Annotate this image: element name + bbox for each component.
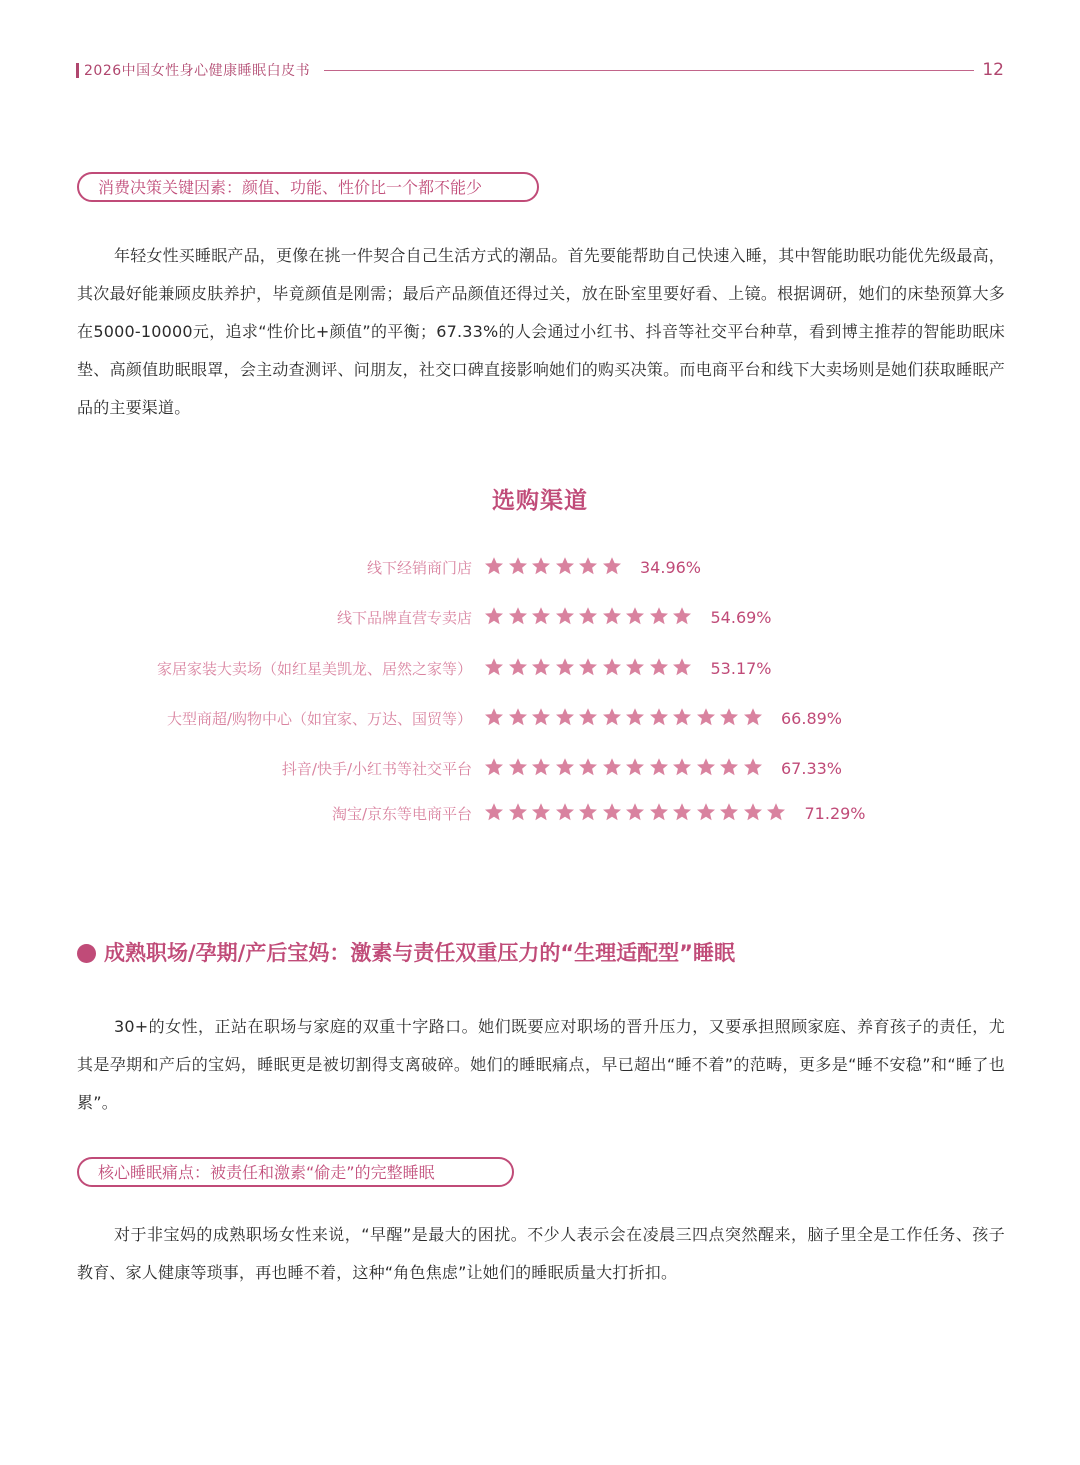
star-icon [578,757,602,779]
star-icon [602,657,626,679]
star-icon [484,757,508,779]
star-icon [555,657,579,679]
chart-row [0,704,1080,734]
star-icon [625,757,649,779]
star-icon [696,757,720,779]
chart-category-label: 家居家装大卖场（如红星美凯龙、居然之家等） [156,660,472,678]
star-icon [484,657,508,679]
star-icon [508,757,532,779]
star-icon [531,757,555,779]
star-icon [578,802,602,824]
star-icon [508,556,532,578]
star-icon [602,707,626,729]
star-icon [696,802,720,824]
document-title: 2026中国女性身心健康睡眠白皮书 [84,63,311,79]
chart-row [0,754,1080,784]
page-number: 12 [982,60,1004,80]
chart-star-bar [484,657,696,681]
header-rule [324,70,974,71]
section-title: 成熟职场/孕期/产后宝妈：激素与责任双重压力的“生理适配型”睡眠 [104,941,735,965]
star-icon [531,802,555,824]
star-icon [531,657,555,679]
star-icon [625,707,649,729]
star-icon [743,757,767,779]
star-icon [555,606,579,628]
chart-value-label: 66.89% [781,709,843,728]
star-icon [578,606,602,628]
star-icon [625,606,649,628]
star-icon [602,757,626,779]
chart-value-label: 54.69% [710,608,772,627]
star-icon [672,757,696,779]
star-icon [649,657,673,679]
star-icon [672,657,696,679]
star-icon [719,707,743,729]
star-icon [649,707,673,729]
star-icon [649,606,673,628]
star-icon [555,802,579,824]
star-icon [555,556,579,578]
chart-row [0,553,1080,583]
chart-star-bar [484,757,766,781]
star-icon [649,802,673,824]
star-icon [649,757,673,779]
subheading-pill-decision-factors: 消费决策关键因素：颜值、功能、性价比一个都不能少 [77,172,539,202]
star-icon [743,802,767,824]
star-icon [484,556,508,578]
chart-category-label: 抖音/快手/小红书等社交平台 [281,760,472,778]
subheading-pill-pain-points: 核心睡眠痛点：被责任和激素“偷走”的完整睡眠 [77,1157,514,1187]
chart-value-label: 34.96% [640,558,702,577]
chart-star-bar [484,556,625,580]
star-icon [508,707,532,729]
chart-category-label: 线下经销商门店 [366,559,472,577]
star-icon [484,707,508,729]
star-icon [766,802,790,824]
chart-value-label: 67.33% [781,759,843,778]
star-icon [602,802,626,824]
chart-category-label: 大型商超/购物中心（如宜家、万达、国贸等） [166,710,472,728]
star-icon [625,802,649,824]
header-accent-bar [76,63,79,78]
chart-value-label: 53.17% [710,659,772,678]
chart-value-label: 71.29% [804,804,866,823]
chart-star-bar [484,707,766,731]
paragraph-mature-women: 30+的女性，正站在职场与家庭的双重十字路口。她们既要应对职场的晋升压力，又要承担照顾家庭、养育孩子的责任，尤其是孕期和产后的宝妈，睡眠更是被切割得支离破碎。她们的睡眠痛点，早已超出“睡不着”的范畴，更多是“睡不安稳”和“睡了也累”。 [77,1017,1005,1112]
chart-row [0,603,1080,633]
star-icon [672,606,696,628]
star-icon [555,707,579,729]
star-icon [696,707,720,729]
star-icon [555,757,579,779]
star-icon [672,707,696,729]
star-icon [578,707,602,729]
star-icon [602,556,626,578]
chart-title: 选购渠道 [492,488,588,514]
star-icon [531,707,555,729]
page-header [76,60,1004,82]
chart-category-label: 淘宝/京东等电商平台 [331,805,472,823]
chart-row [0,799,1080,829]
star-icon [508,606,532,628]
star-icon [484,802,508,824]
star-icon [602,606,626,628]
star-icon [508,657,532,679]
paragraph-young-women: 年轻女性买睡眠产品，更像在挑一件契合自己生活方式的潮品。首先要能帮助自己快速入睡，其中智能助眠功能优先级最高，其次最好能兼顾皮肤养护，毕竟颜值是刚需；最后产品颜值还得过关，放在卧室里要好看、上镜。根据调研，她们的床垫预算大多在5000-10000元，追求“性价比+颜值”的平衡；67.33%的人会通过小红书、抖音等社交平台种草，看到博主推荐的智能助眠床垫、高颜值助眠眼罩，会主动查测评、问朋友，社交口碑直接影响她们的购买决策。而电商平台和线下大卖场则是她们获取睡眠产品的主要渠道。 [77,246,1006,417]
paragraph-early-waking: 对于非宝妈的成熟职场女性来说，“早醒”是最大的困扰。不少人表示会在凌晨三四点突然醒来，脑子里全是工作任务、孩子教育、家人健康等琐事，再也睡不着，这种“角色焦虑”让她们的睡眠质量大打折扣。 [77,1225,1005,1282]
bullet-dot-icon [77,944,96,963]
star-icon [719,757,743,779]
star-icon [719,802,743,824]
star-icon [743,707,767,729]
channel-star-chart [0,545,1080,845]
chart-star-bar [484,606,696,630]
star-icon [672,802,696,824]
star-icon [508,802,532,824]
chart-row [0,654,1080,684]
star-icon [484,606,508,628]
star-icon [578,556,602,578]
chart-star-bar [484,802,790,826]
star-icon [578,657,602,679]
chart-category-label: 线下品牌直营专卖店 [336,609,472,627]
star-icon [531,606,555,628]
star-icon [531,556,555,578]
star-icon [625,657,649,679]
